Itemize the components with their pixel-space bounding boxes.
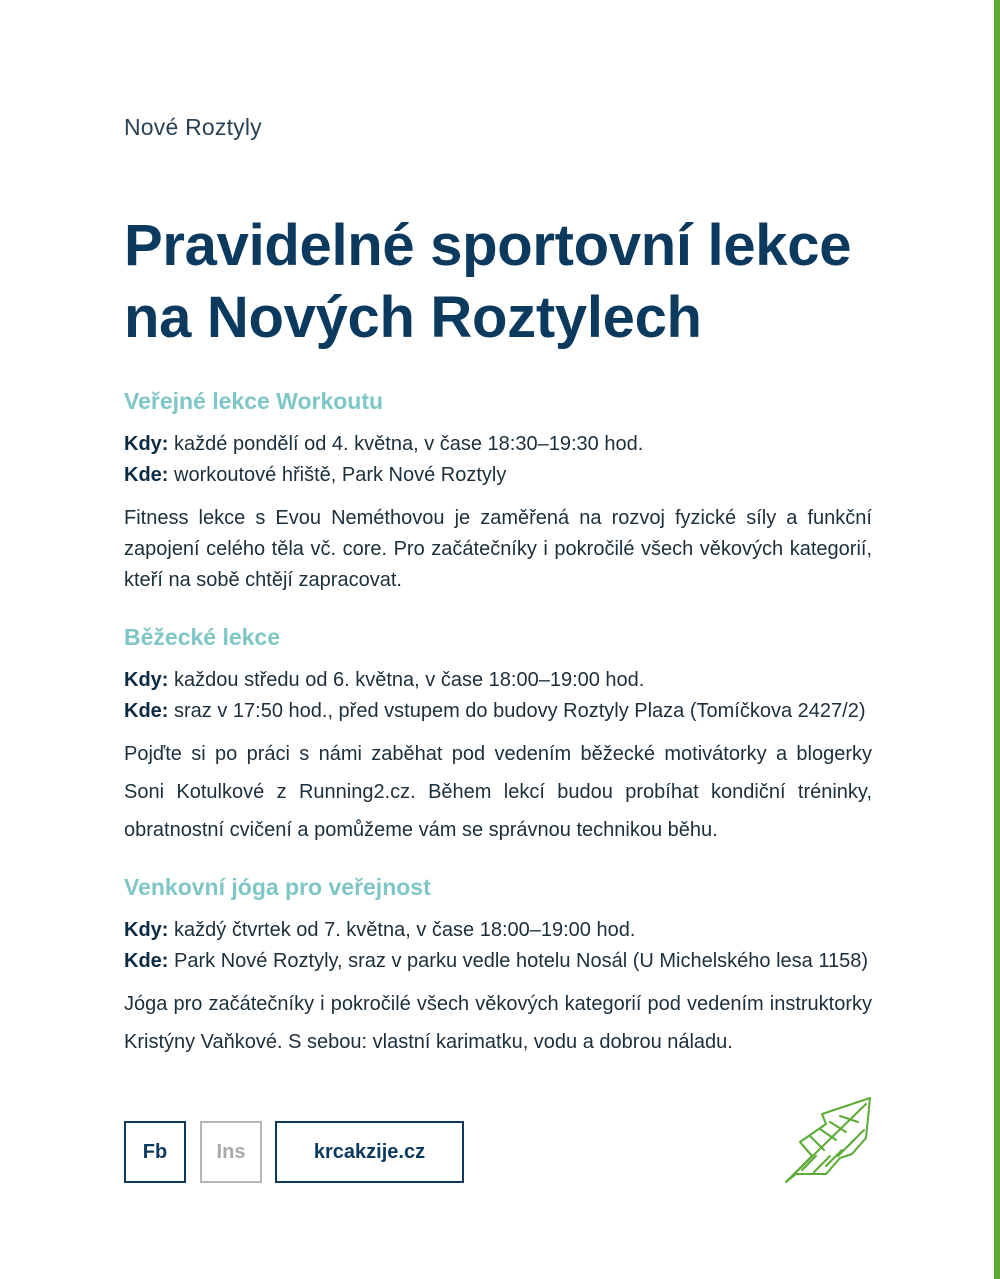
section-description: Jóga pro začátečníky i pokročilé všech věkových kategorií pod vedením instruktorky Kristýny Vaňkové. S sebou: vlastní karimatku, vodu a dobrou náladu. [124,993,872,1053]
when-value: každou středu od 6. května, v čase 18:00–19:00 hod. [174,669,645,691]
where-value: workoutové hřiště, Park Nové Roztyly [174,464,507,486]
when-label: Kdy: [124,433,169,455]
section-workout [124,386,872,596]
where-row [124,696,872,727]
when-row [124,665,872,696]
where-row [124,946,872,977]
where-row [124,460,872,491]
location-kicker: Nové Roztyly [124,114,262,140]
section-yoga [124,872,872,1061]
when-row [124,915,872,946]
where-value: Park Nové Roztyly, sraz v parku vedle hotelu Nosál (U Michelského lesa 1158) [174,950,869,972]
section-description: Pojďte si po práci s námi zaběhat pod vedením běžecké motivátorky a blogerky Soni Kotulkové z Running2.cz. Během lekcí budou probíhat kondiční tréninky, obratnostní cvičení a pomůžeme vám se správnou technikou běhu. [124,743,872,841]
right-edge-accent-bar [994,0,1000,1279]
section-title: Venkovní jóga pro veřejnost [124,874,431,900]
page-title-line-1: Pravidelné sportovní lekce [124,213,852,278]
when-value: každý čtvrtek od 7. května, v čase 18:00–19:00 hod. [174,919,636,941]
page-title [124,210,884,354]
section-info [124,429,872,491]
section-title: Běžecké lekce [124,624,281,650]
where-label: Kde: [124,700,169,722]
where-value: sraz v 17:50 hod., před vstupem do budovy Roztyly Plaza (Tomíčkova 2427/2) [174,700,866,722]
section-title: Veřejné lekce Workoutu [124,388,384,414]
facebook-button[interactable]: Fb [124,1121,186,1183]
section-info [124,665,872,727]
where-label: Kde: [124,464,169,486]
website-link-button[interactable]: krcakzije.cz [275,1121,464,1183]
page-title-line-2: na Nových Roztylech [124,285,702,350]
where-label: Kde: [124,950,169,972]
section-info [124,915,872,977]
when-label: Kdy: [124,919,169,941]
when-value: každé pondělí od 4. května, v čase 18:30–19:30 hod. [174,433,644,455]
section-description: Fitness lekce s Evou Neméthovou je zaměřená na rozvoj fyzické síly a funkční zapojení celého těla vč. core. Pro začátečníky i pokročilé všech věkových kategorií, kteří na sobě chtějí zapracovat. [124,507,872,591]
section-running [124,622,872,849]
instagram-button[interactable]: Ins [200,1121,262,1183]
when-label: Kdy: [124,669,169,691]
leaf-logo-icon [782,1094,874,1186]
when-row [124,429,872,460]
